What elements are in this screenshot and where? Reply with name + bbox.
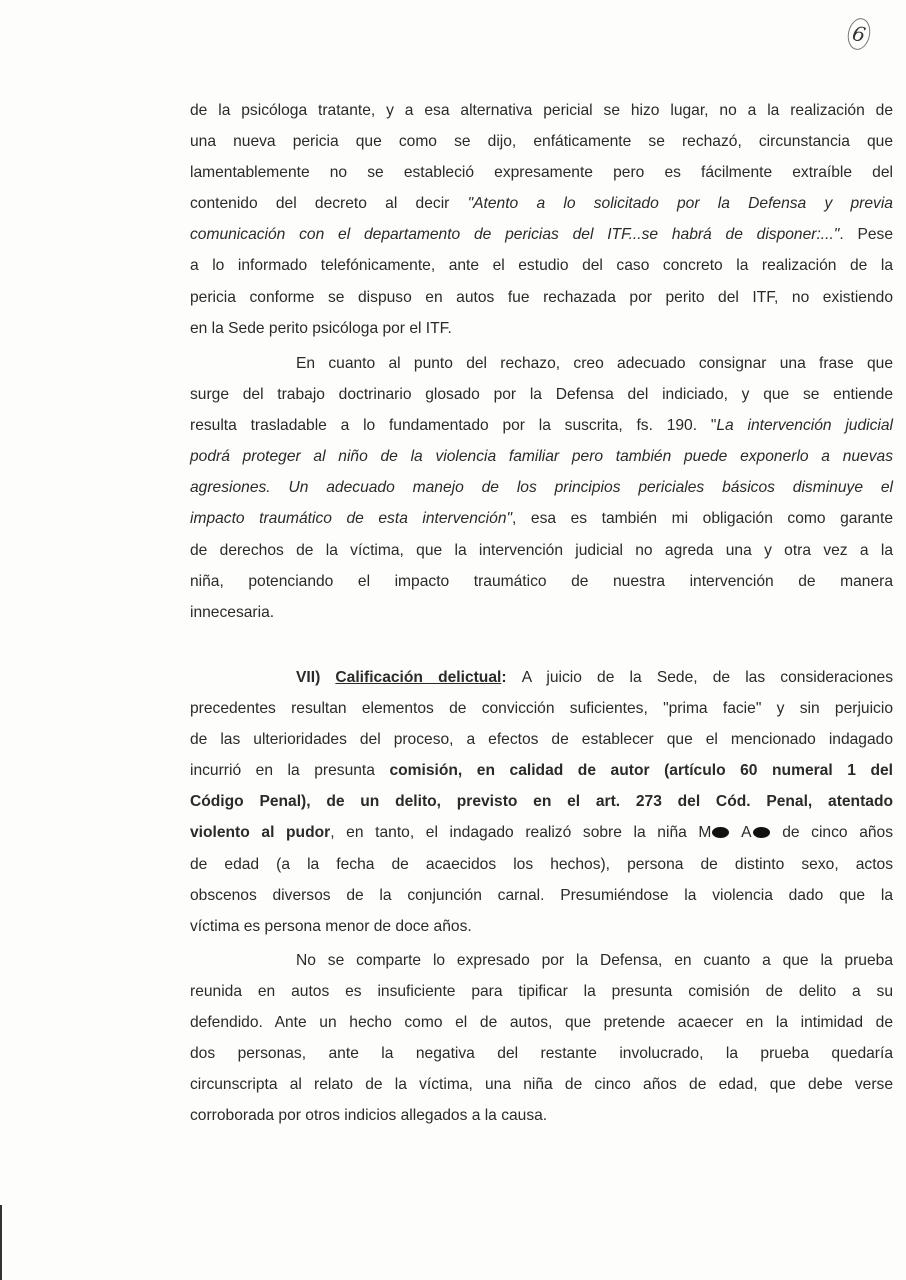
italic-quote: podrá proteger al niño de la violencia familiar pero también puede exponerlo a nuevas xyxy=(190,448,893,466)
text-line xyxy=(190,755,893,786)
text-line xyxy=(190,786,893,817)
text-run: circunscripta al relato de la víctima, una niña de cinco años de edad, que debe verse xyxy=(190,1076,893,1094)
text-line xyxy=(190,282,893,313)
text-run: , en tanto, el indagado realizó sobre la niña M xyxy=(330,824,712,842)
text-line xyxy=(190,410,893,441)
text-run: , esa es también mi obligación como garante xyxy=(512,510,893,528)
text-line xyxy=(190,250,893,281)
text-line xyxy=(190,535,893,566)
text-run: No se comparte lo expresado por la Defensa, en cuanto a que la prueba xyxy=(296,952,893,969)
paragraph-psychological-expertise xyxy=(190,95,893,344)
text-line xyxy=(190,126,893,157)
text-run: de derechos de la víctima, que la intervención judicial no agreda una y otra vez a la xyxy=(190,541,893,559)
redaction-mark xyxy=(753,827,770,838)
text-line xyxy=(190,880,893,911)
text-run: defendido. Ante un hecho como el de autos, que pretende acaecer en la intimidad de xyxy=(190,1014,893,1032)
text-line xyxy=(190,817,893,848)
text-line xyxy=(190,95,893,126)
text-line xyxy=(190,849,893,880)
text-run: de edad (a la fecha de acaecidos los hechos), persona de distinto sexo, actos xyxy=(190,855,893,873)
bold-text: violento al pudor xyxy=(190,824,331,842)
text-line xyxy=(190,566,893,597)
text-run: lamentablemente no se estableció expresamente pero es fácilmente extraíble del xyxy=(190,164,893,182)
text-run: A juicio de la Sede, de las consideraciones xyxy=(521,669,893,686)
text-line xyxy=(190,472,893,503)
text-run: víctima es persona menor de doce años. xyxy=(190,917,472,935)
text-run: surge del trabajo doctrinario glosado por la Defensa del indiciado, y que se entiende xyxy=(190,386,893,404)
text-run: reunida en autos es insuficiente para tipificar la presunta comisión de delito a su xyxy=(190,983,893,1001)
text-run: innecesaria. xyxy=(190,603,275,621)
text-run: en la Sede perito psicóloga por el ITF. xyxy=(190,319,452,337)
text-line xyxy=(190,503,893,534)
italic-quote: "Atento a lo solicitado por la Defensa y previa xyxy=(467,195,893,213)
italic-quote: impacto traumático de esta intervención" xyxy=(190,510,513,528)
bold-text: comisión, en calidad de autor (artículo 60 numeral 1 del xyxy=(389,762,893,780)
scan-edge-mark xyxy=(0,1205,2,1280)
bold-text: VII) xyxy=(296,669,336,686)
text-run: contenido del decreto al decir xyxy=(190,195,468,213)
text-run: . Pese xyxy=(839,226,893,244)
text-line xyxy=(190,945,893,976)
text-line xyxy=(190,441,893,472)
text-line xyxy=(190,348,893,379)
italic-quote: La intervención judicial xyxy=(716,417,894,435)
text-line xyxy=(190,313,893,344)
text-run: En cuanto al punto del rechazo, creo adecuado consignar una frase que xyxy=(296,355,893,372)
text-line xyxy=(190,693,893,724)
text-line xyxy=(190,188,893,219)
text-run: incurrió en la presunta xyxy=(190,762,390,780)
text-run: obscenos diversos de la conjunción carnal. Presumiéndose la violencia dado que la xyxy=(190,886,893,904)
text-run: corroborada por otros indicios allegados a la causa. xyxy=(190,1107,548,1125)
text-run: resulta trasladable a lo fundamentado por la suscrita, fs. 190. " xyxy=(190,417,717,435)
text-run: pericia conforme se dispuso en autos fue rechazada por perito del ITF, no existiendo xyxy=(190,288,893,306)
text-run: niña, potenciando el impacto traumático de nuestra intervención de manera xyxy=(190,572,893,590)
italic-quote: comunicación con el departamento de pericias del ITF...se habrá de disponer:..." xyxy=(190,226,840,244)
section-vii-criminal-classification xyxy=(190,662,893,942)
handwritten-page-number: 6 xyxy=(845,16,873,52)
text-line xyxy=(190,1038,893,1069)
text-run: dos personas, ante la negativa del restante involucrado, la prueba quedaría xyxy=(190,1045,893,1063)
text-run: de la psicóloga tratante, y a esa alternativa pericial se hizo lugar, no a la realización de xyxy=(190,102,893,119)
italic-quote: agresiones. Un adecuado manejo de los principios periciales básicos disminuye el xyxy=(190,479,893,497)
text-run: de las ulterioridades del proceso, a efectos de establecer que el mencionado indagado xyxy=(190,731,893,749)
text-line xyxy=(190,976,893,1007)
text-line xyxy=(190,1100,893,1131)
text-run: de cinco años xyxy=(770,824,894,842)
text-line xyxy=(190,597,893,628)
redaction-mark xyxy=(712,827,729,838)
text-line xyxy=(190,1069,893,1100)
text-line xyxy=(190,911,893,942)
text-run: una nueva pericia que como se dijo, enfáticamente se rechazó, circunstancia que xyxy=(190,133,893,151)
text-run: A xyxy=(730,824,752,842)
text-line xyxy=(190,219,893,250)
text-line xyxy=(190,662,893,693)
section-heading: Calificación delictual xyxy=(335,669,502,686)
text-line xyxy=(190,724,893,755)
text-line xyxy=(190,1007,893,1038)
text-run: a lo informado telefónicamente, ante el estudio del caso concreto la realización de la xyxy=(190,257,893,275)
text-line xyxy=(190,379,893,410)
text-line xyxy=(190,157,893,188)
paragraph-rejection-point xyxy=(190,348,893,628)
bold-text: : xyxy=(501,669,522,686)
paragraph-defense-argument xyxy=(190,945,893,1132)
bold-text: Código Penal), de un delito, previsto en el art. 273 del Cód. Penal, atentado xyxy=(190,793,893,811)
text-run: precedentes resultan elementos de convicción suficientes, "prima facie" y sin perjuicio xyxy=(190,700,893,718)
